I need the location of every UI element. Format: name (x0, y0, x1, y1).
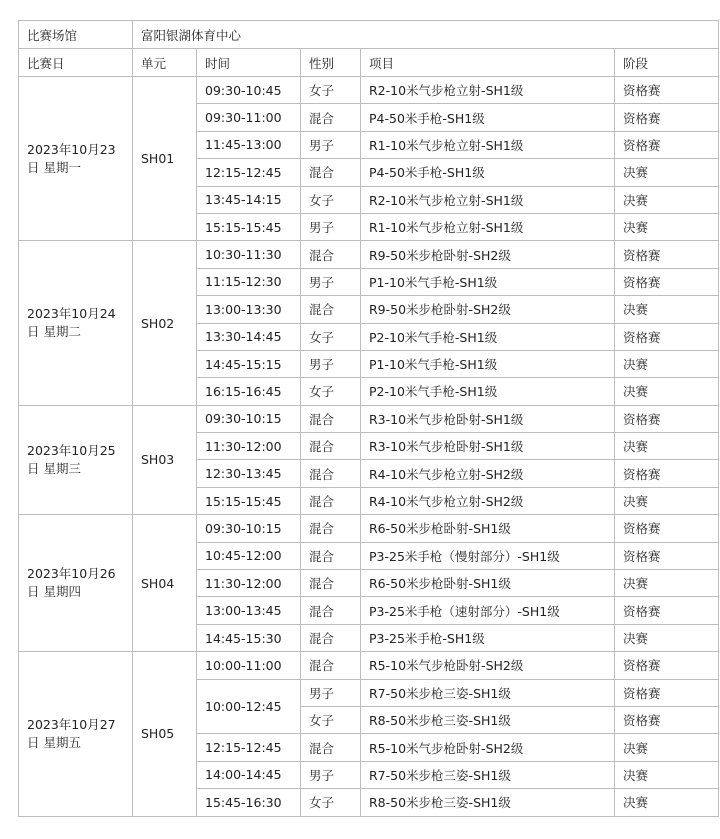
event-time: 10:30-11:30 (197, 241, 301, 268)
event-name: P4-50米手枪-SH1级 (361, 104, 615, 131)
event-name: R3-10米气步枪卧射-SH1级 (361, 405, 615, 432)
event-gender: 混合 (301, 542, 361, 569)
table-row (19, 652, 719, 679)
event-stage: 决赛 (615, 213, 719, 240)
event-time: 15:15-15:45 (197, 213, 301, 240)
event-name: P3-25米手枪（慢射部分）-SH1级 (361, 542, 615, 569)
match-date: 2023年10月26日 星期四 (19, 515, 133, 652)
session-unit: SH01 (133, 77, 197, 241)
event-stage: 资格赛 (615, 405, 719, 432)
event-time: 11:30-12:00 (197, 570, 301, 597)
header-gender: 性别 (301, 49, 361, 77)
event-stage: 决赛 (615, 487, 719, 514)
event-stage: 资格赛 (615, 597, 719, 624)
event-gender: 男子 (301, 761, 361, 788)
event-time: 13:00-13:30 (197, 296, 301, 323)
event-time: 13:00-13:45 (197, 597, 301, 624)
event-name: P1-10米气手枪-SH1级 (361, 350, 615, 377)
event-time: 14:45-15:15 (197, 350, 301, 377)
event-gender: 混合 (301, 734, 361, 761)
event-name: P3-25米手枪-SH1级 (361, 624, 615, 651)
event-time: 10:00-12:45 (197, 679, 301, 734)
schedule-body (19, 21, 719, 817)
event-name: R1-10米气步枪立射-SH1级 (361, 131, 615, 158)
event-time: 16:15-16:45 (197, 378, 301, 405)
event-gender: 男子 (301, 679, 361, 706)
table-row (19, 405, 719, 432)
event-gender: 混合 (301, 570, 361, 597)
event-gender: 女子 (301, 706, 361, 733)
event-name: R8-50米步枪三姿-SH1级 (361, 706, 615, 733)
table-row (19, 77, 719, 104)
event-name: R7-50米步枪三姿-SH1级 (361, 679, 615, 706)
event-gender: 男子 (301, 213, 361, 240)
event-name: R9-50米步枪卧射-SH2级 (361, 296, 615, 323)
event-stage: 决赛 (615, 159, 719, 186)
event-name: R5-10米气步枪卧射-SH2级 (361, 652, 615, 679)
match-date: 2023年10月23日 星期一 (19, 77, 133, 241)
event-name: R4-10米气步枪立射-SH2级 (361, 487, 615, 514)
event-name: P2-10米气手枪-SH1级 (361, 378, 615, 405)
event-name: R3-10米气步枪卧射-SH1级 (361, 433, 615, 460)
venue-row (19, 21, 719, 49)
event-stage: 资格赛 (615, 77, 719, 104)
event-time: 12:30-13:45 (197, 460, 301, 487)
event-name: R4-10米气步枪立射-SH2级 (361, 460, 615, 487)
event-stage: 资格赛 (615, 323, 719, 350)
event-time: 09:30-10:15 (197, 405, 301, 432)
event-gender: 混合 (301, 652, 361, 679)
event-stage: 资格赛 (615, 268, 719, 295)
event-stage: 决赛 (615, 378, 719, 405)
event-name: P3-25米手枪（速射部分）-SH1级 (361, 597, 615, 624)
session-unit: SH02 (133, 241, 197, 405)
event-name: R1-10米气步枪立射-SH1级 (361, 213, 615, 240)
header-unit: 单元 (133, 49, 197, 77)
event-gender: 混合 (301, 104, 361, 131)
event-name: P4-50米手枪-SH1级 (361, 159, 615, 186)
event-gender: 女子 (301, 323, 361, 350)
event-stage: 决赛 (615, 761, 719, 788)
event-time: 09:30-11:00 (197, 104, 301, 131)
event-name: R6-50米步枪卧射-SH1级 (361, 515, 615, 542)
venue-label: 比赛场馆 (19, 21, 133, 49)
event-stage: 决赛 (615, 186, 719, 213)
event-time: 15:15-15:45 (197, 487, 301, 514)
event-gender: 混合 (301, 624, 361, 651)
header-event: 项目 (361, 49, 615, 77)
event-gender: 男子 (301, 131, 361, 158)
match-date: 2023年10月25日 星期三 (19, 405, 133, 515)
match-date: 2023年10月27日 星期五 (19, 652, 133, 816)
event-gender: 混合 (301, 487, 361, 514)
event-time: 15:45-16:30 (197, 789, 301, 816)
event-gender: 混合 (301, 405, 361, 432)
event-name: P2-10米气手枪-SH1级 (361, 323, 615, 350)
event-stage: 资格赛 (615, 652, 719, 679)
event-time: 09:30-10:45 (197, 77, 301, 104)
table-row (19, 241, 719, 268)
event-gender: 男子 (301, 268, 361, 295)
schedule-table (18, 20, 719, 817)
event-stage: 资格赛 (615, 460, 719, 487)
header-row (19, 49, 719, 77)
event-name: R6-50米步枪卧射-SH1级 (361, 570, 615, 597)
event-name: R7-50米步枪三姿-SH1级 (361, 761, 615, 788)
event-time: 12:15-12:45 (197, 159, 301, 186)
event-name: P1-10米气手枪-SH1级 (361, 268, 615, 295)
event-stage: 资格赛 (615, 515, 719, 542)
session-unit: SH05 (133, 652, 197, 816)
event-gender: 混合 (301, 460, 361, 487)
event-time: 13:30-14:45 (197, 323, 301, 350)
event-time: 13:45-14:15 (197, 186, 301, 213)
session-unit: SH04 (133, 515, 197, 652)
event-time: 10:00-11:00 (197, 652, 301, 679)
event-stage: 资格赛 (615, 706, 719, 733)
event-gender: 混合 (301, 159, 361, 186)
table-row (19, 515, 719, 542)
event-gender: 混合 (301, 296, 361, 323)
event-gender: 女子 (301, 77, 361, 104)
event-time: 11:15-12:30 (197, 268, 301, 295)
event-time: 09:30-10:15 (197, 515, 301, 542)
header-date: 比赛日 (19, 49, 133, 77)
session-unit: SH03 (133, 405, 197, 515)
event-time: 12:15-12:45 (197, 734, 301, 761)
event-stage: 资格赛 (615, 542, 719, 569)
event-stage: 资格赛 (615, 679, 719, 706)
event-time: 10:45-12:00 (197, 542, 301, 569)
event-gender: 混合 (301, 433, 361, 460)
event-name: R2-10米气步枪立射-SH1级 (361, 186, 615, 213)
event-stage: 决赛 (615, 296, 719, 323)
event-gender: 女子 (301, 789, 361, 816)
event-stage: 决赛 (615, 789, 719, 816)
event-stage: 资格赛 (615, 104, 719, 131)
event-stage: 决赛 (615, 734, 719, 761)
event-name: R5-10米气步枪卧射-SH2级 (361, 734, 615, 761)
event-stage: 资格赛 (615, 241, 719, 268)
event-name: R8-50米步枪三姿-SH1级 (361, 789, 615, 816)
header-stage: 阶段 (615, 49, 719, 77)
event-stage: 决赛 (615, 433, 719, 460)
event-gender: 男子 (301, 350, 361, 377)
event-time: 14:45-15:30 (197, 624, 301, 651)
event-gender: 混合 (301, 515, 361, 542)
header-time: 时间 (197, 49, 301, 77)
event-name: R2-10米气步枪立射-SH1级 (361, 77, 615, 104)
event-gender: 混合 (301, 597, 361, 624)
event-gender: 女子 (301, 186, 361, 213)
event-gender: 混合 (301, 241, 361, 268)
venue-value: 富阳银湖体育中心 (133, 21, 719, 49)
event-time: 11:30-12:00 (197, 433, 301, 460)
event-name: R9-50米步枪卧射-SH2级 (361, 241, 615, 268)
event-gender: 女子 (301, 378, 361, 405)
event-stage: 决赛 (615, 570, 719, 597)
event-stage: 资格赛 (615, 131, 719, 158)
event-stage: 决赛 (615, 350, 719, 377)
event-time: 11:45-13:00 (197, 131, 301, 158)
match-date: 2023年10月24日 星期二 (19, 241, 133, 405)
event-time: 14:00-14:45 (197, 761, 301, 788)
event-stage: 决赛 (615, 624, 719, 651)
